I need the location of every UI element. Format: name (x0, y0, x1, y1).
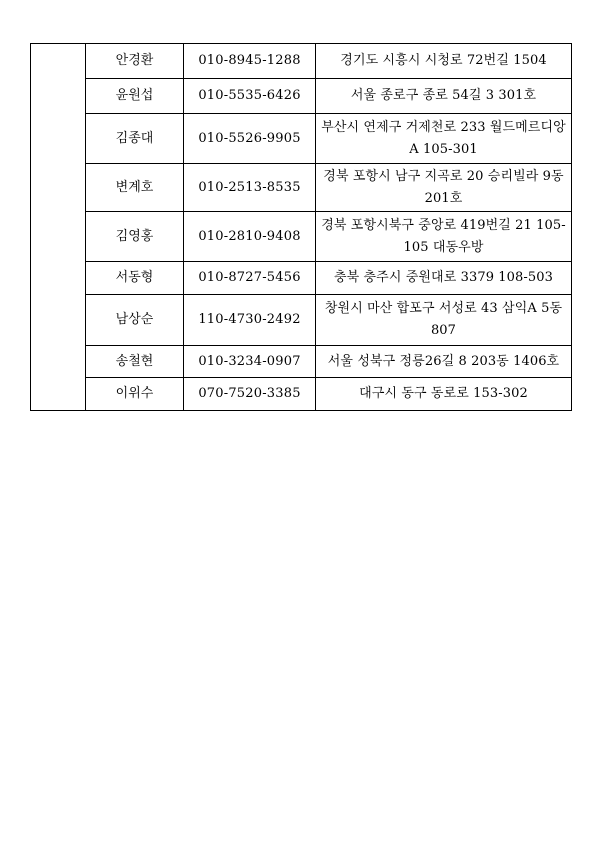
phone-cell: 110-4730-2492 (184, 295, 316, 346)
table-row (31, 212, 572, 262)
phone-cell: 010-8727-5456 (184, 262, 316, 295)
name-cell: 서동형 (86, 262, 184, 295)
phone-cell: 010-3234-0907 (184, 346, 316, 378)
address-cell: 창원시 마산 합포구 서성로 43 삼익A 5동 807 (316, 295, 572, 346)
merged-group-cell (31, 44, 86, 411)
name-cell: 김영홍 (86, 212, 184, 262)
phone-cell: 010-8945-1288 (184, 44, 316, 79)
table-row (31, 262, 572, 295)
name-cell: 송철현 (86, 346, 184, 378)
phone-cell: 010-2513-8535 (184, 164, 316, 212)
address-cell: 대구시 동구 동로로 153-302 (316, 378, 572, 411)
table-row (31, 346, 572, 378)
phone-cell: 010-5526-9905 (184, 114, 316, 164)
address-cell: 충북 충주시 중원대로 3379 108-503 (316, 262, 572, 295)
table-row (31, 44, 572, 79)
phone-cell: 010-2810-9408 (184, 212, 316, 262)
address-cell: 서울 종로구 종로 54길 3 301호 (316, 79, 572, 114)
name-cell: 이위수 (86, 378, 184, 411)
address-cell: 서울 성북구 정릉26길 8 203동 1406호 (316, 346, 572, 378)
table-row (31, 378, 572, 411)
phone-cell: 010-5535-6426 (184, 79, 316, 114)
address-cell: 경북 포항시북구 중앙로 419번길 21 105-105 대동우방 (316, 212, 572, 262)
address-cell: 경북 포항시 남구 지곡로 20 승리빌라 9동 201호 (316, 164, 572, 212)
name-cell: 김종대 (86, 114, 184, 164)
name-cell: 윤원섭 (86, 79, 184, 114)
address-cell: 경기도 시흥시 시청로 72번길 1504 (316, 44, 572, 79)
name-cell: 남상순 (86, 295, 184, 346)
name-cell: 변계호 (86, 164, 184, 212)
contacts-table (30, 43, 572, 411)
name-cell: 안경환 (86, 44, 184, 79)
phone-cell: 070-7520-3385 (184, 378, 316, 411)
table-row (31, 164, 572, 212)
address-cell: 부산시 연제구 거제천로 233 월드메르디앙A 105-301 (316, 114, 572, 164)
table-row (31, 114, 572, 164)
table-row (31, 295, 572, 346)
table-row (31, 79, 572, 114)
